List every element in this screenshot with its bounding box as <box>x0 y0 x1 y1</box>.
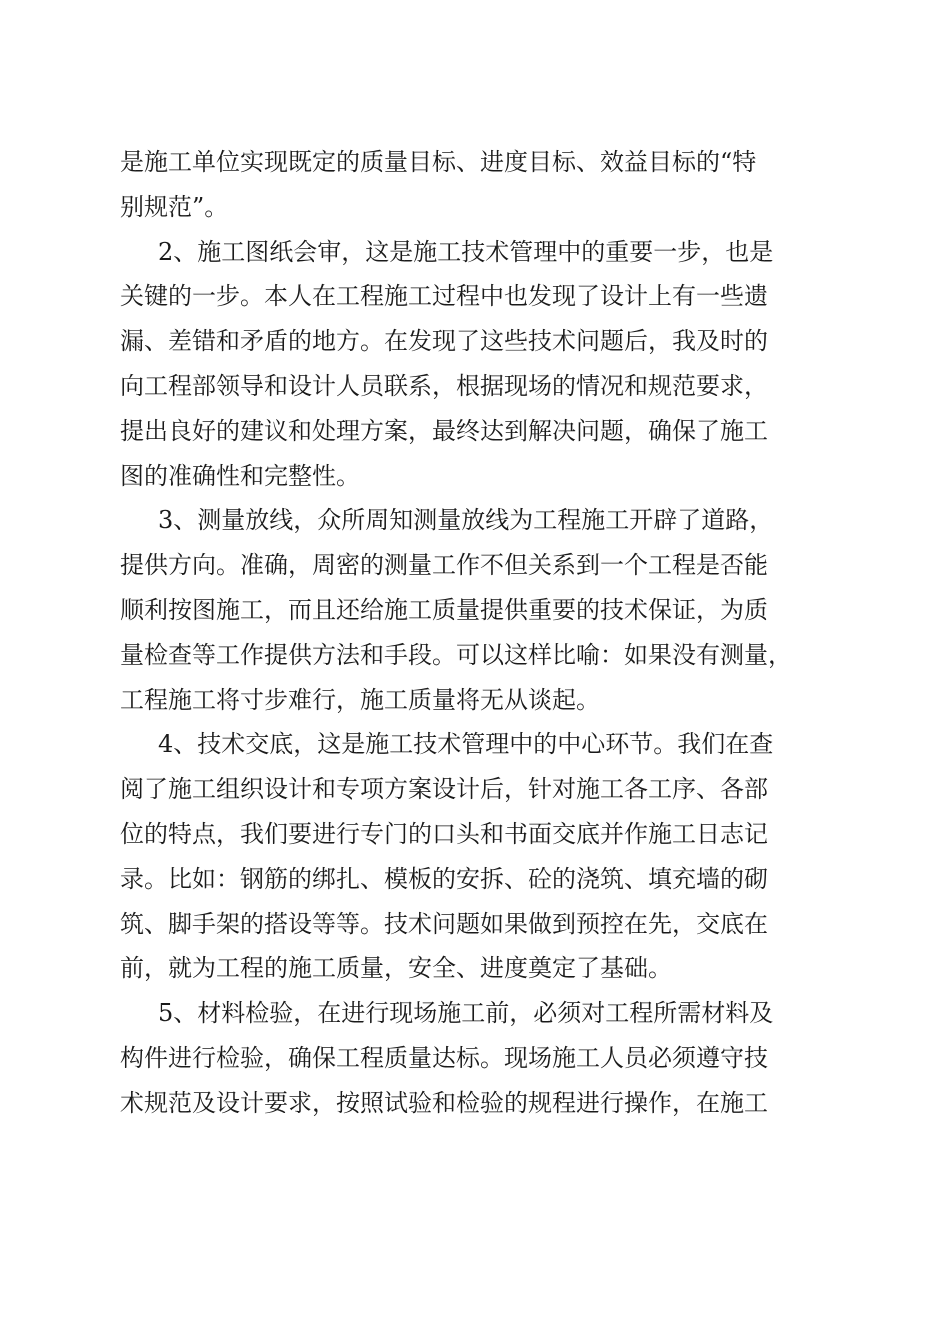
text-line: 位的特点，我们要进行专门的口头和书面交底并作施工日志记 <box>120 819 768 848</box>
text-line: 漏、差错和矛盾的地方。在发现了这些技术问题后，我及时的 <box>120 327 768 356</box>
text-line: 顺利按图施工，而且还给施工质量提供重要的技术保证，为质 <box>120 595 768 624</box>
text-line: 关键的一步。本人在工程施工过程中也发现了设计上有一些遗 <box>120 282 768 311</box>
text-line: 是施工单位实现既定的质量目标、进度目标、效益目标的“特 <box>120 148 757 176</box>
document-body <box>120 140 830 1126</box>
text-line: 量检查等工作提供方法和手段。可以这样比喻：如果没有测量， <box>120 640 792 669</box>
text-line: 别规范”。 <box>120 192 229 221</box>
text-line: 提供方向。准确，周密的测量工作不但关系到一个工程是否能 <box>120 551 768 580</box>
text-line: 阅了施工组织设计和专项方案设计后，针对施工各工序、各部 <box>120 775 768 804</box>
text-line: 录。比如：钢筋的绑扎、模板的安拆、砼的浇筑、填充墙的砌 <box>120 864 768 893</box>
text-line: 图的准确性和完整性。 <box>120 461 360 490</box>
text-line: 构件进行检验，确保工程质量达标。现场施工人员必须遵守技 <box>120 1043 768 1072</box>
paragraph-4-start: 4、技术交底，这是施工技术管理中的中心环节。我们在查 <box>158 730 774 759</box>
paragraph-5-start: 5、材料检验，在进行现场施工前，必须对工程所需材料及 <box>158 999 774 1028</box>
text-line: 术规范及设计要求，按照试验和检验的规程进行操作，在施工 <box>120 1088 768 1117</box>
text-line: 提出良好的建议和处理方案，最终达到解决问题，确保了施工 <box>120 416 768 445</box>
paragraph-2-start: 2、施工图纸会审，这是施工技术管理中的重要一步，也是 <box>158 237 774 266</box>
text-line: 向工程部领导和设计人员联系，根据现场的情况和规范要求， <box>120 371 768 400</box>
paragraph-3-start: 3、测量放线，众所周知测量放线为工程施工开辟了道路， <box>158 506 774 535</box>
text-line: 工程施工将寸步难行，施工质量将无从谈起。 <box>120 685 600 714</box>
text-line: 前，就为工程的施工质量，安全、进度奠定了基础。 <box>120 954 672 983</box>
text-line: 筑、脚手架的搭设等等。技术问题如果做到预控在先，交底在 <box>120 909 768 938</box>
